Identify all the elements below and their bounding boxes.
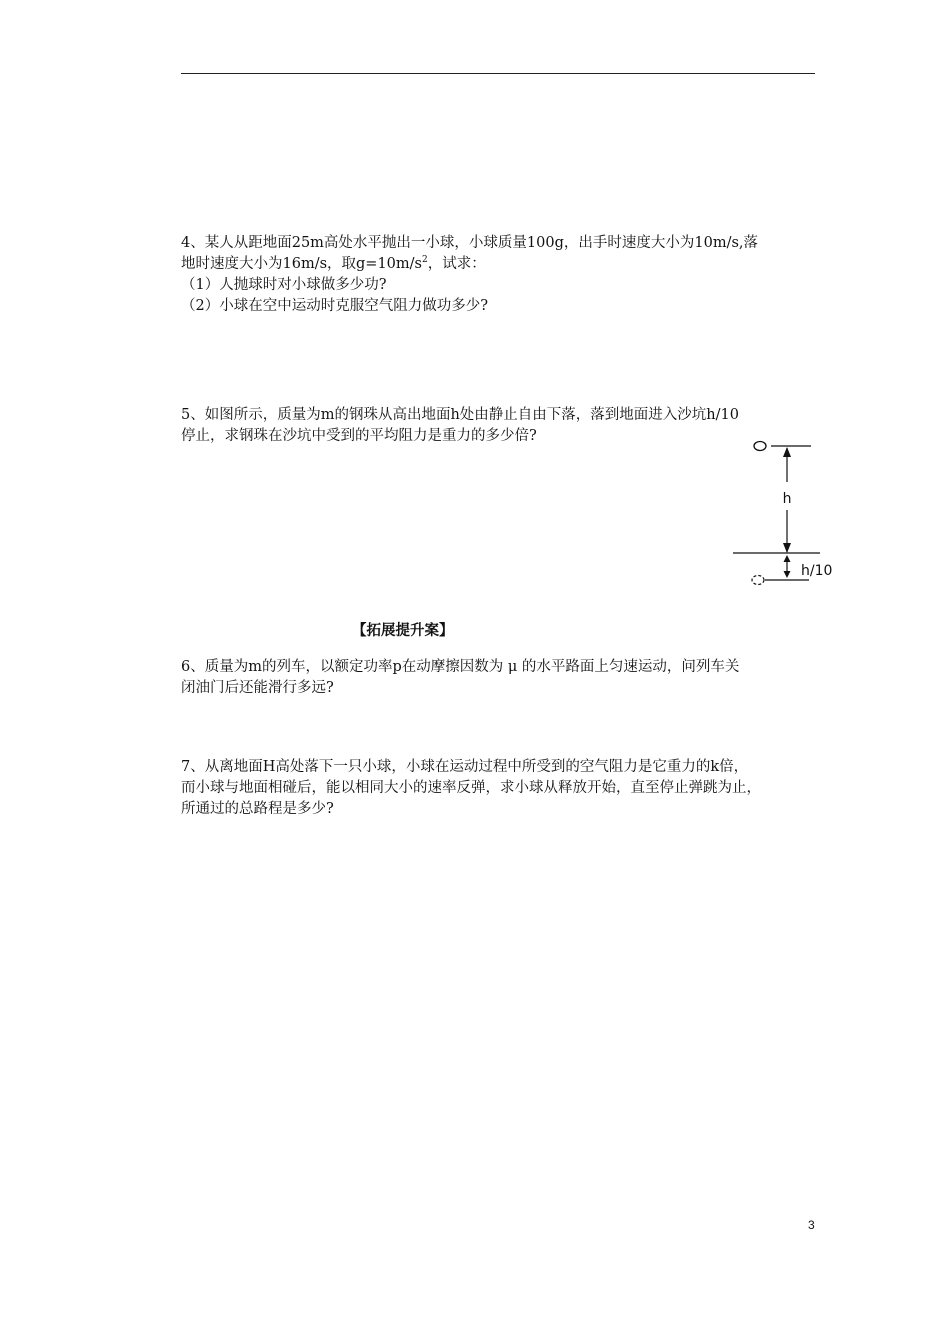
h-arrow-up-head — [783, 447, 791, 457]
h-label: h — [782, 491, 792, 507]
question-7 — [181, 757, 821, 820]
q7-line-1: 7、从离地面H高处落下一只小球，小球在运动过程中所受到的空气阻力是它重力的k倍， — [181, 759, 749, 775]
q7-line-2: 而小球与地面相碰后，能以相同大小的速率反弹，求小球从释放开始，直至停止弹跳为止， — [181, 780, 761, 796]
q4-sub-1: （1）人抛球时对小球做多少功? — [181, 277, 387, 293]
q7-line-3: 所通过的总路程是多少? — [181, 801, 334, 817]
q4-line-2: 地时速度大小为16m/s，取$g=10m/s^2$，试求： — [181, 255, 486, 272]
q4-line-1: 4、某人从距地面25m高处水平抛出一小球，小球质量100g，出手时速度大小为10m/s,落 — [181, 235, 759, 251]
h10-label: h/10 — [801, 563, 833, 579]
section-heading: 【拓展提升案】 — [352, 623, 454, 639]
header-rule — [181, 73, 815, 74]
question-4 — [181, 233, 821, 317]
q6-line-2: 闭油门后还能滑行多远? — [181, 680, 334, 696]
ball-end-icon — [752, 576, 764, 585]
page-number: 3 — [808, 1218, 815, 1232]
q4-sub-2: （2）小球在空中运动时克服空气阻力做功多少? — [181, 298, 488, 314]
q6-line-1: 6、质量为m的列车，以额定功率p在动摩擦因数为 μ 的水平路面上匀速运动，问列车关 — [181, 659, 740, 675]
h10-arrow-down-head — [784, 571, 791, 578]
question-6 — [181, 657, 821, 699]
q5-line-2: 停止，求钢珠在沙坑中受到的平均阻力是重力的多少倍? — [181, 428, 537, 444]
h-arrow-down-head — [783, 543, 791, 553]
ball-start-icon — [754, 442, 766, 451]
falling-ball-diagram — [725, 432, 845, 592]
q5-line-1: 5、如图所示，质量为m的钢珠从高出地面h处由静止自由下落，落到地面进入沙坑h/10 — [181, 407, 739, 423]
